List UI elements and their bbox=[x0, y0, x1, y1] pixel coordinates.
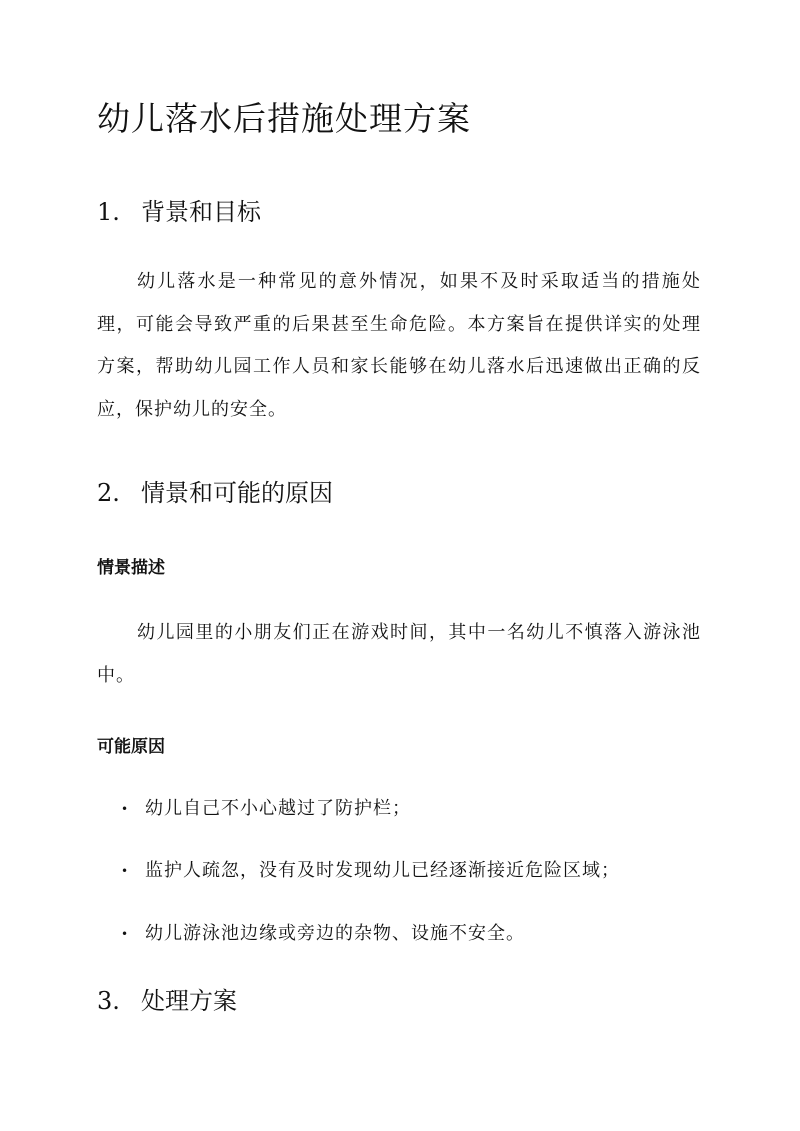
scenario-heading: 情景描述 bbox=[97, 558, 165, 578]
section-2-title: 情景和可能的原因 bbox=[141, 479, 333, 507]
section-2-heading bbox=[97, 476, 333, 510]
document-title: 幼儿落水后措施处理方案 bbox=[97, 99, 471, 138]
cause-text: 幼儿自己不小心越过了防护栏； bbox=[145, 798, 411, 819]
cause-text: 幼儿游泳池边缘或旁边的杂物、设施不安全。 bbox=[145, 923, 525, 944]
section-1-heading bbox=[97, 195, 261, 229]
section-1-number: 1. bbox=[97, 198, 120, 226]
bullet-icon: • bbox=[121, 927, 130, 941]
cause-list-item bbox=[121, 857, 620, 885]
section-3-heading bbox=[97, 984, 237, 1018]
section-3-number: 3. bbox=[97, 987, 120, 1015]
section-3-title: 处理方案 bbox=[141, 987, 237, 1015]
section-1-title: 背景和目标 bbox=[141, 198, 261, 226]
section-1-paragraph: 幼儿落水是一种常见的意外情况，如果不及时采取适当的措施处理，可能会导致严重的后果甚至生命危险。本方案旨在提供详实的处理方案，帮助幼儿园工作人员和家长能够在幼儿落水后迅速做出正确的反应，保护幼儿的安全。 bbox=[97, 271, 701, 420]
bullet-icon: • bbox=[121, 864, 130, 878]
cause-text: 监护人疏忽，没有及时发现幼儿已经逐渐接近危险区域； bbox=[145, 860, 620, 881]
scenario-paragraph: 幼儿园里的小朋友们正在游戏时间，其中一名幼儿不慎落入游泳池中。 bbox=[97, 622, 701, 686]
cause-list-item bbox=[121, 920, 525, 948]
cause-list-item bbox=[121, 795, 411, 823]
causes-heading: 可能原因 bbox=[97, 737, 165, 757]
bullet-icon: • bbox=[121, 802, 130, 816]
section-2-number: 2. bbox=[97, 479, 120, 507]
